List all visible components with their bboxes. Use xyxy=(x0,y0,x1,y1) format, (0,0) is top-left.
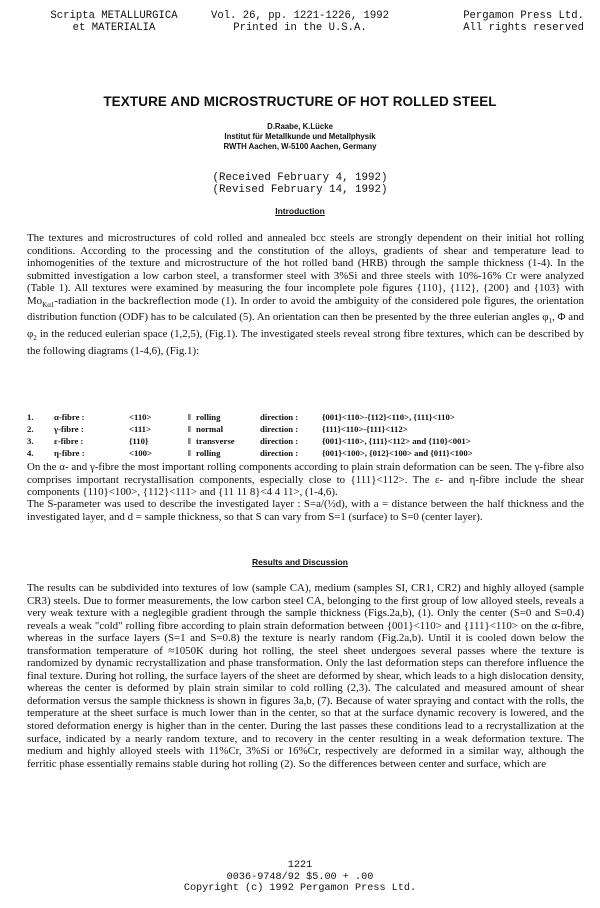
parallel-symbol: ‖ xyxy=(188,448,191,458)
authors: D.Raabe, K.Lücke xyxy=(267,122,333,131)
author-block xyxy=(0,122,600,152)
volume-line: Vol. 26, pp. 1221-1226, 1992 xyxy=(210,10,389,22)
volume-info xyxy=(200,10,400,34)
fibre-list xyxy=(27,411,584,459)
intro-paragraph-3-text: The S-parameter was used to describe the investigated layer : S=a/(½d), with a = distance between the half thickness and the investigated layer, and d = sample thickness, so that S can vary from S=1 (surface) to S=0 (center layer). xyxy=(27,498,584,523)
intro-text-1: The textures and microstructures of cold rolled and annealed bcc steels are strongly dependent on their initial hot rolling conditions. According to the processing and the constitution of the alloys, gradients of shear and temperature lead to inhomogenities of the texture and microstructure of the hot rolled band (HRB) through the sample thickness (1-4). In the submitted investigation a low carbon steel, a transformer steel with 3%Si and three steels with 10%-16% Cr were analyzed (Table 1). All textures were examined by measuring the four incomplete pole figures {110}, {112}, {200} and {103} with Mo xyxy=(27,232,584,307)
fibre-components: {001}<100>, {012}<100> and {011}<100> xyxy=(322,448,473,458)
introduction-paragraph-1 xyxy=(27,232,584,357)
parallel-symbol: ‖ xyxy=(188,436,191,446)
intro-paragraph-2-text: On the α- and γ-fibre the most important rolling components according to plain strain deformation can be seen. The γ-fibre also comprises important recrystallisation components, especially close to {111}<112>. The ε- and η-fibre include the shear components {110}<100>, {112}<111> and {11 11 8}<4 4 11>, (1-4,6). xyxy=(27,461,584,499)
page-footer xyxy=(0,860,600,895)
publisher-line: Pergamon Press Ltd. xyxy=(463,10,584,22)
subscript-mo: Kα1 xyxy=(42,300,55,309)
fibre-number: 4. xyxy=(27,448,34,458)
fibre-row xyxy=(27,447,584,459)
fibre-row xyxy=(27,411,584,423)
page-number: 1221 xyxy=(287,860,313,871)
parallel-symbol: ‖ xyxy=(188,424,191,434)
fibre-name: α-fibre : xyxy=(54,412,85,422)
parallel-symbol: ‖ xyxy=(188,412,191,422)
fibre-name: η-fibre : xyxy=(54,448,85,458)
copyright-line: Copyright (c) 1992 Pergamon Press Ltd. xyxy=(183,883,417,894)
fibre-direction: <111> xyxy=(129,424,151,434)
institute: Institut für Metallkunde und Metallphysik xyxy=(224,132,376,141)
journal-line-2: et MATERIALIA xyxy=(72,22,156,34)
results-paragraph-1 xyxy=(27,582,584,770)
fibre-direction: {110} xyxy=(129,436,149,446)
fibre-number: 3. xyxy=(27,436,34,446)
publisher-info xyxy=(414,10,584,34)
fibre-components: {001}<110>-{112}<110>, {111}<110> xyxy=(322,412,455,422)
received-date: (Received February 4, 1992) xyxy=(212,172,388,184)
direction-label: direction : xyxy=(260,448,299,458)
fibre-type: normal xyxy=(196,424,224,434)
fibre-number: 1. xyxy=(27,412,34,422)
fibre-components: {001}<110>, {111}<112> and {110}<001> xyxy=(322,436,471,446)
intro-text-2: -radiation in the backreflection mode (1). In order to avoid the ambiguity of the considered pole figures, the orientation distribution function (ODF) has to be calculated (5). An orientation can then be presented by the three eulerian angles φ xyxy=(27,294,584,324)
fibre-type: rolling xyxy=(196,412,221,422)
journal-name xyxy=(14,10,214,34)
direction-label: direction : xyxy=(260,436,299,446)
revised-date: (Revised February 14, 1992) xyxy=(212,184,388,196)
intro-text-4: in the reduced eulerian space (1,2,5), (Fig.1). The investigated steels reveal strong fibre textures, which can be described by the following diagrams (1-4,6), (Fig.1): xyxy=(27,328,584,357)
article-title: TEXTURE AND MICROSTRUCTURE OF HOT ROLLED STEEL xyxy=(103,94,497,109)
rights-line: All rights reserved xyxy=(463,22,584,34)
fibre-type: transverse xyxy=(196,436,235,446)
fibre-row xyxy=(27,435,584,447)
introduction-heading: Introduction xyxy=(275,206,325,216)
results-paragraph-1-text: The results can be subdivided into textures of low (sample CA), medium (samples SI, CR1, CR2) and highly alloyed (sample CR3) steels. Due to former measurements, the low carbon steel CA, belonging to the first group of low alloyed steels, reveals a very weak texture with a neglegible gradient through the sample thickness (Figs.2a,b), (1). Only the center (S=0 and S=0.4) reveals a weak "cold" rolling fibre according to plain strain deformation between {001}<110> and {111}<110> on the α-fibre, whereas in the surface layers (S=1 and S=0.8) the texture is nearly random (Fig.2a,b). Until it is cooled down below the transformation temperature of ≈1050K during hot rolling, the steel sheet undergoes several passes where the texture is randomized by dynamic recrystallization and phase transformation. Only the last deformation steps can therefore influence the final texture. During hot rolling, the surface layers of the sheet are deformed by shear, which leads to a high dislocation density, whereas the center is deformed by plain strain similar to cold rolling (2,3). The calculated and measured amount of shear deformation versus the sample thickness is shown in figures 3a,b, (7). Because of water spraying and contact with the rolls, the temperature at the sheet surface is much lower than in the center, so that at the surface dynamic recovery is lowered, and the stored deformation energy is higher than in the center. During the last passes these conditions lead to a recrystallization at the surface, indicated by a nearly random texture, and to recovery in the center resulting in a weak deformation texture. The medium and highly alloyed steels with 11%Cr, 3%Si or 16%Cr, respectively are deformed in a similar way, although the ferritic phase essentially remains stable during hot rolling (2). So the differences between center and surface, which are xyxy=(27,582,584,770)
fibre-name: ε-fibre : xyxy=(54,436,84,446)
printed-line: Printed in the U.S.A. xyxy=(233,22,367,34)
subscript-phi1: 1 xyxy=(548,317,553,326)
introduction-paragraph-3 xyxy=(27,498,584,523)
intro-text-3: , Φ and φ xyxy=(27,311,584,341)
direction-label: direction : xyxy=(260,412,299,422)
fibre-direction: <110> xyxy=(129,412,152,422)
fibre-row xyxy=(27,423,584,435)
fibre-direction: <100> xyxy=(129,448,152,458)
address: RWTH Aachen, W-5100 Aachen, Germany xyxy=(223,142,377,151)
issn-line: 0036-9748/92 $5.00 + .00 xyxy=(226,871,374,883)
fibre-type: rolling xyxy=(196,448,221,458)
introduction-paragraph-2 xyxy=(27,461,584,499)
date-block xyxy=(0,172,600,196)
results-heading: Results and Discussion xyxy=(252,557,348,567)
fibre-number: 2. xyxy=(27,424,34,434)
fibre-name: γ-fibre : xyxy=(54,424,84,434)
direction-label: direction : xyxy=(260,424,299,434)
fibre-components: {111}<110>-{111}<112> xyxy=(322,424,408,434)
subscript-phi2: 2 xyxy=(33,334,37,343)
journal-line-1: Scripta METALLURGICA xyxy=(50,10,178,22)
